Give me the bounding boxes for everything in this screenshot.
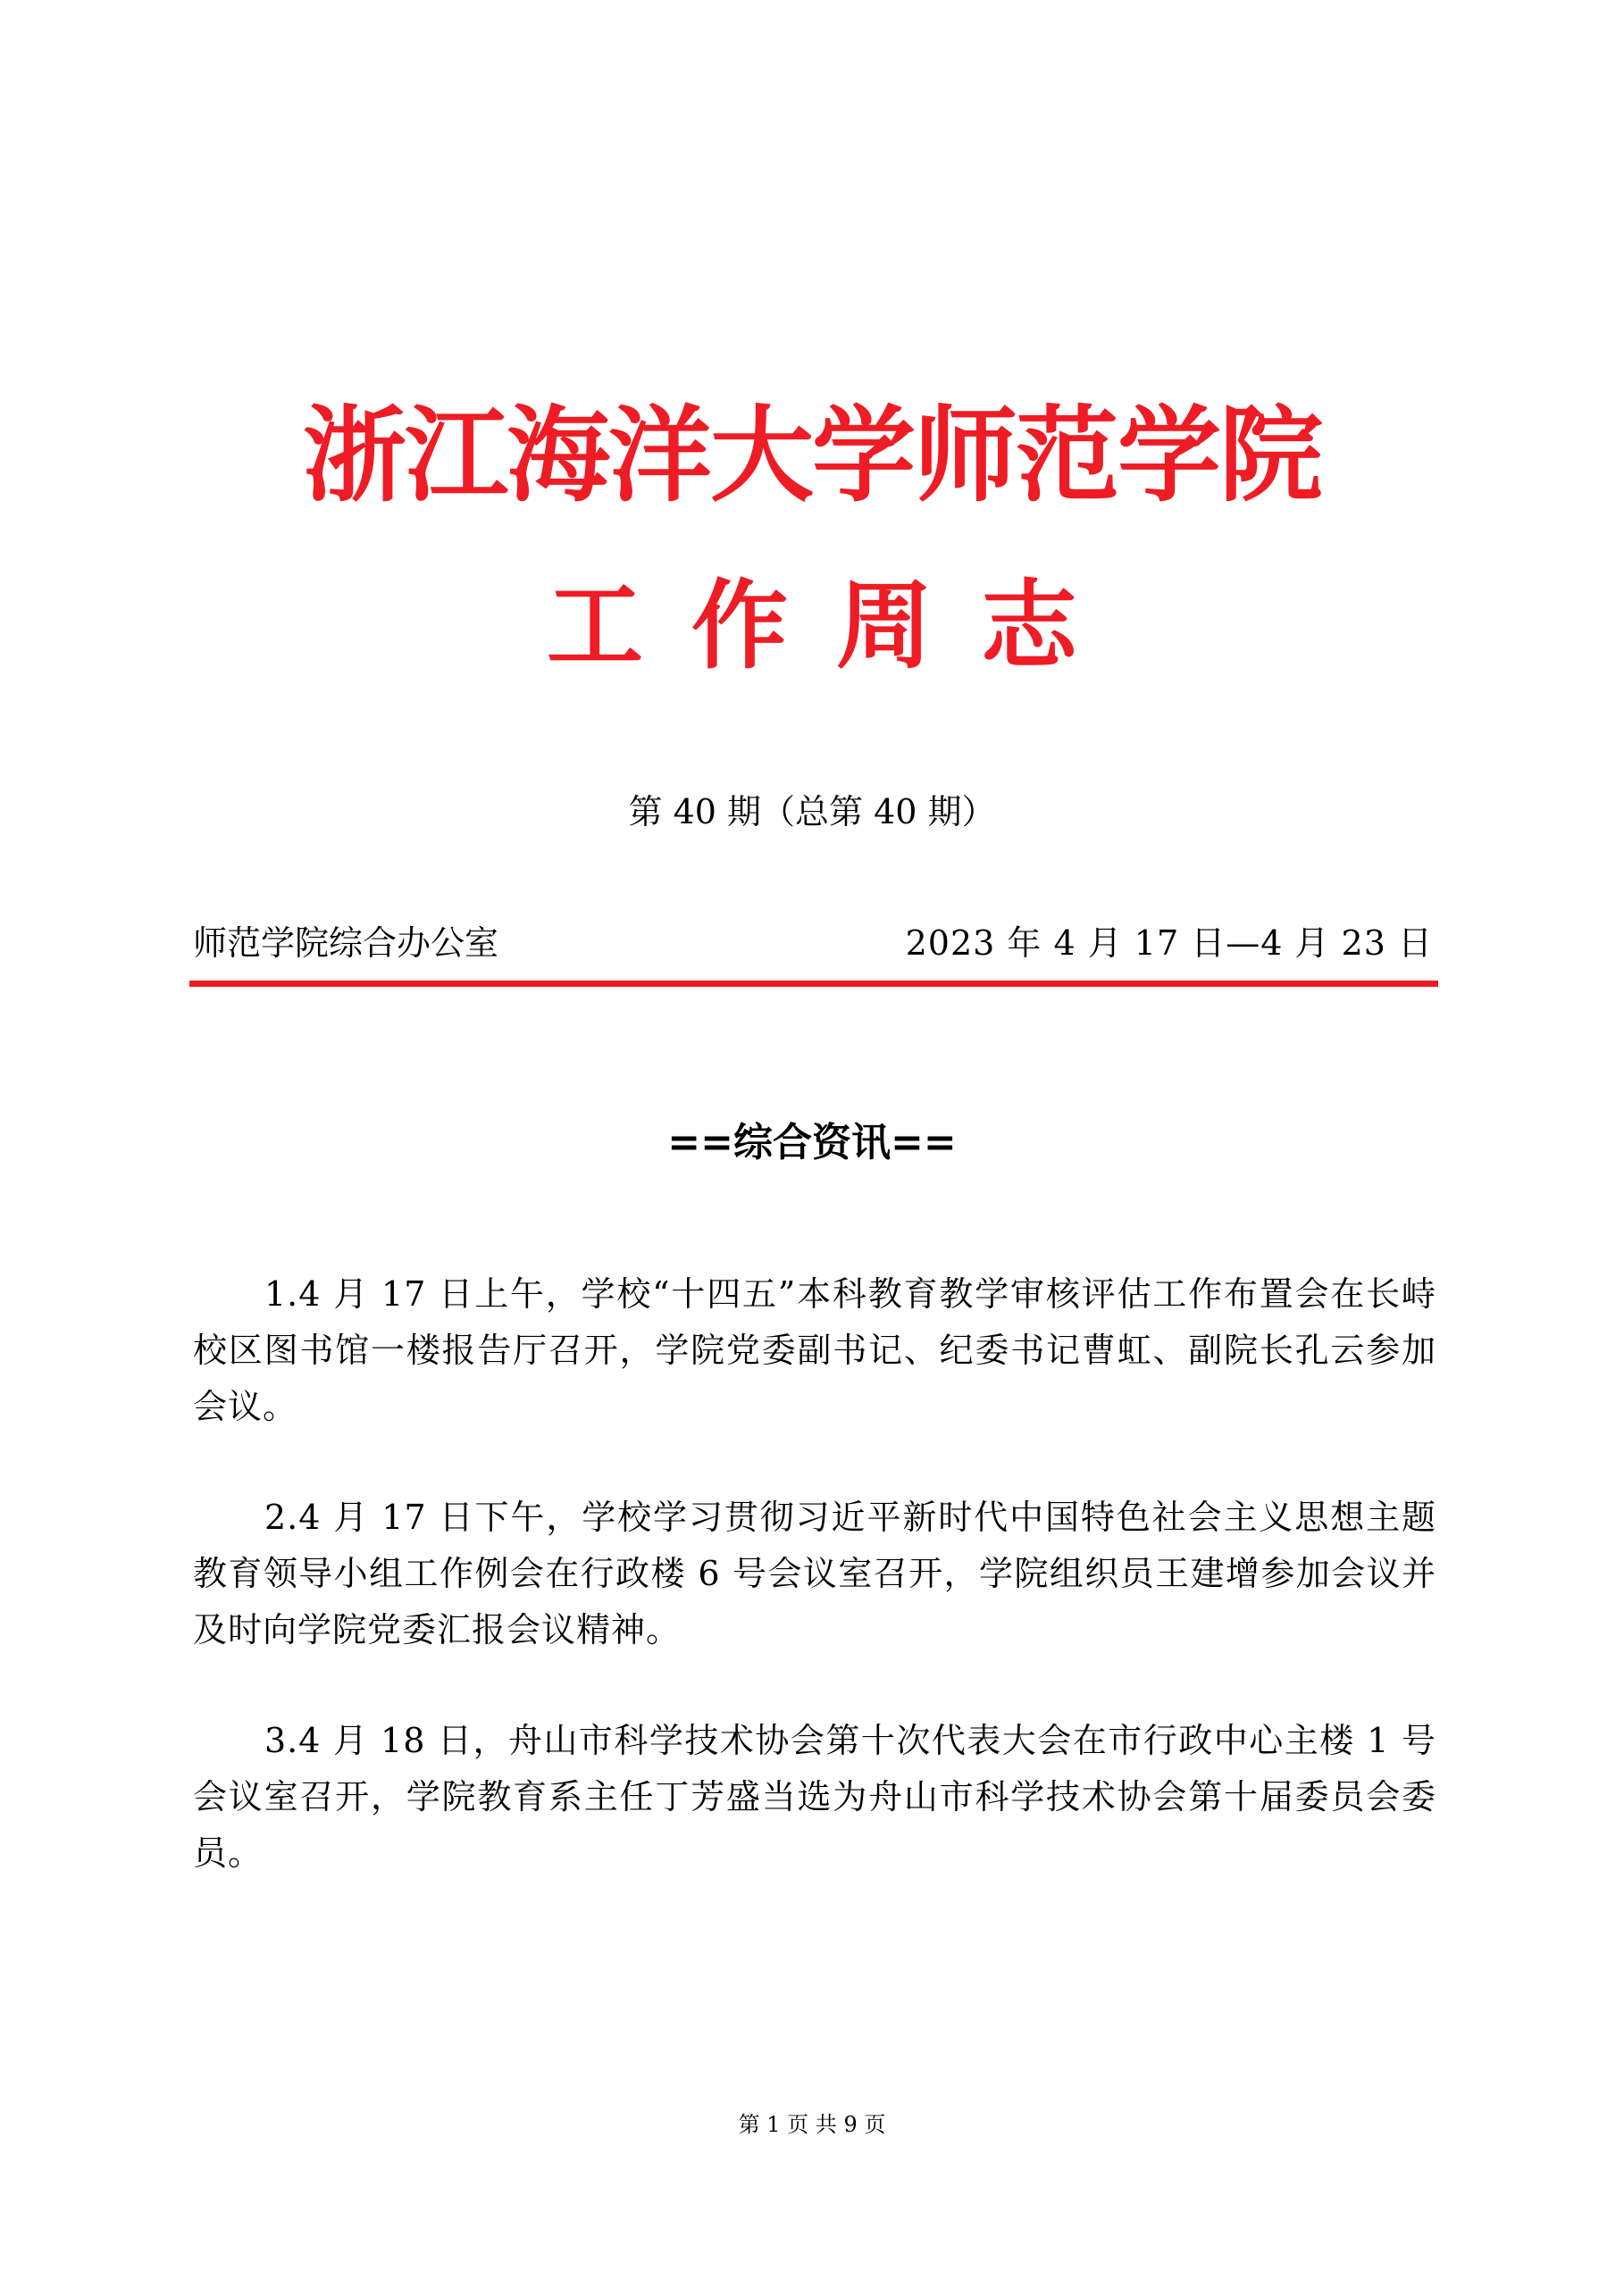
news-item-2: 2.4 月 17 日下午，学校学习贯彻习近平新时代中国特色社会主义思想主题教育领导小组工作例会在行政楼 6 号会议室召开，学院组织员王建增参加会议并及时向学院党委汇报会议精神。	[193, 1498, 1436, 1649]
info-row	[189, 918, 1438, 968]
masthead-subtitle: 工作周志	[546, 571, 1126, 682]
date-range: 2023 年 4 月 17 日—4 月 23 日	[905, 923, 1433, 963]
masthead-title: 浙江海洋大学师范学院	[303, 395, 1321, 516]
publisher-office: 师范学院综合办公室	[193, 923, 499, 963]
issue-number: 第 40 期（总第 40 期）	[628, 792, 996, 831]
news-item-3: 3.4 月 18 日，舟山市科学技术协会第十次代表大会在市行政中心主楼 1 号会议室召开，学院教育系主任丁芳盛当选为舟山市科学技术协会第十届委员会委员。	[193, 1721, 1436, 1873]
page-footer: 第 1 页 共 9 页	[738, 2112, 886, 2137]
news-item-1: 1.4 月 17 日上午，学校“十四五”本科教育教学审核评估工作布置会在长峙校区图书馆一楼报告厅召开，学院党委副书记、纪委书记曹虹、副院长孔云参加会议。	[193, 1274, 1436, 1426]
section-heading: ==综合资讯==	[667, 1120, 957, 1165]
red-divider-line	[189, 981, 1438, 987]
